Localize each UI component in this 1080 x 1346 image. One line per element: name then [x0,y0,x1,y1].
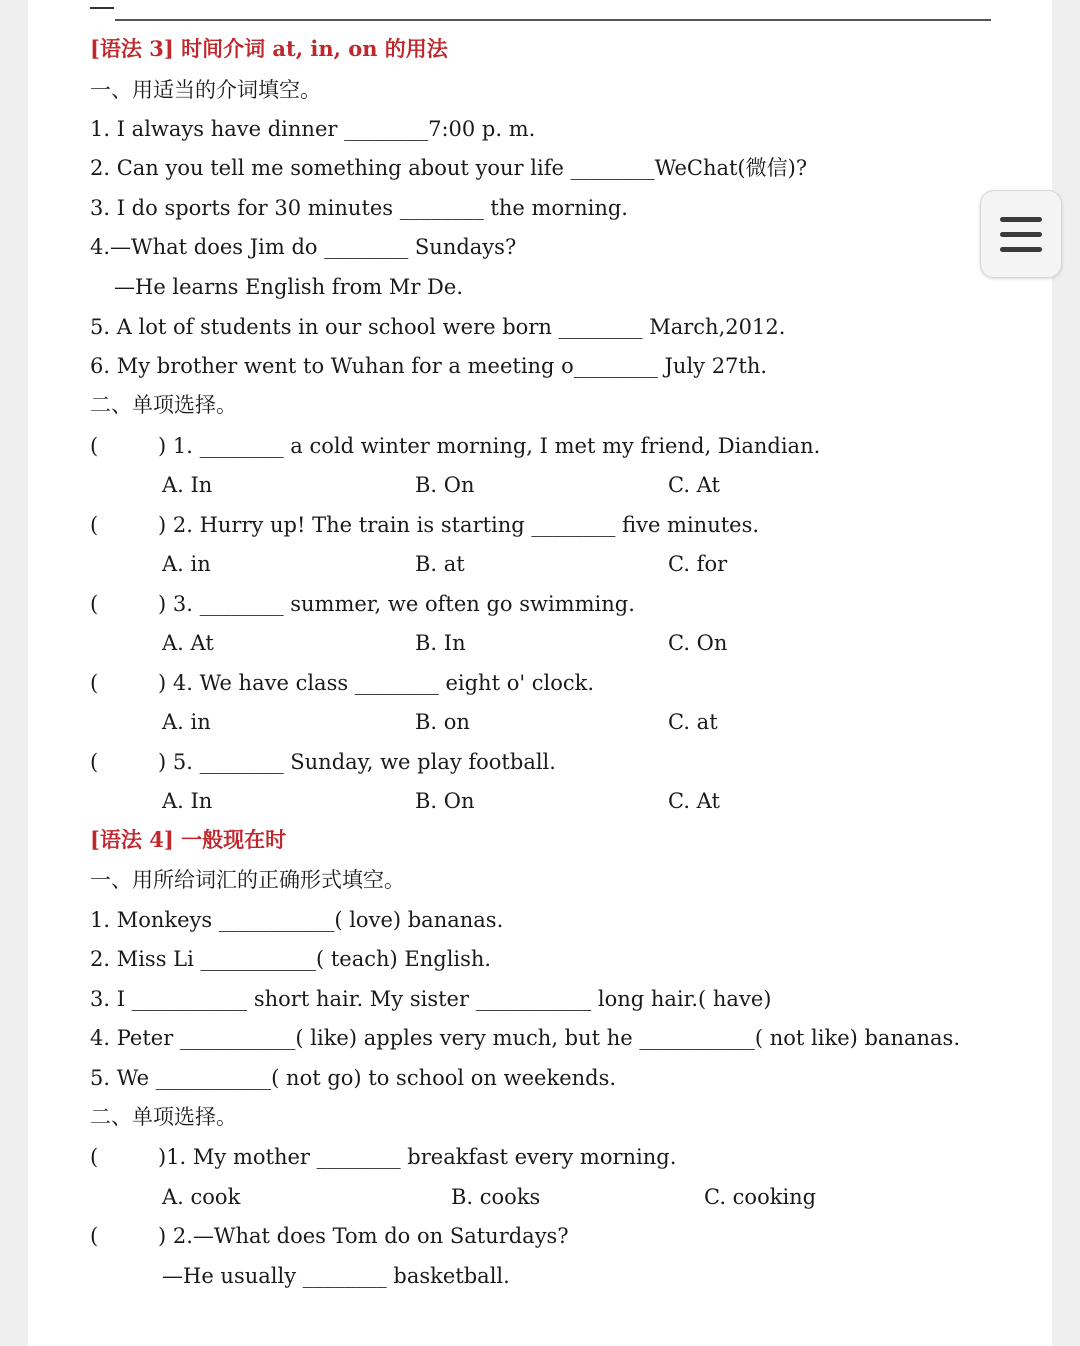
fill-question: 6. My brother went to Wuhan for a meeting o________ July 27th. [90,354,768,378]
choice-question: )1. My mother ________ breakfast every morning. [158,1145,677,1169]
fill-question: 5. A lot of students in our school were born ________ March,2012. [90,315,786,339]
answer-paren: ( [90,671,99,695]
section4-title: [语法 4] 一般现在时 [90,827,287,852]
section3-part1-heading: 一、用适当的介词填空。 [90,78,321,102]
answer-paren: ( [90,434,99,458]
option-c: C. At [668,789,720,813]
option-a: A. in [162,552,211,576]
choice-answer-line: —He usually ________ basketball. [162,1264,510,1288]
fill-question: 3. I ___________ short hair. My sister ___________ long hair.( have) [90,987,772,1011]
option-a: A. cook [162,1185,241,1209]
option-c: C. cooking [704,1185,817,1209]
option-c: C. at [668,710,718,734]
choice-question: ) 4. We have class ________ eight o' clock. [158,671,595,695]
menu-button[interactable] [980,190,1062,278]
top-divider-short [90,7,114,9]
section3-title: [语法 3] 时间介词 at, in, on 的用法 [90,36,448,61]
answer-paren: ( [90,1224,99,1248]
answer-paren: ( [90,1145,99,1169]
option-a: A. At [162,631,214,655]
fill-answer-line: —He learns English from Mr De. [114,275,464,299]
fill-question: 4.—What does Jim do ________ Sundays? [90,235,517,259]
answer-paren: ( [90,592,99,616]
choice-question: ) 3. ________ summer, we often go swimming. [158,592,635,616]
fill-question: 1. Monkeys ___________( love) bananas. [90,908,504,932]
choice-question: ) 1. ________ a cold winter morning, I met my friend, Diandian. [158,434,821,458]
option-b: B. On [415,789,475,813]
option-b: B. On [415,473,475,497]
option-c: C. for [668,552,728,576]
fill-question: 2. Miss Li ___________( teach) English. [90,947,492,971]
section4-part2-heading: 二、单项选择。 [90,1105,237,1129]
choice-question: ) 2.—What does Tom do on Saturdays? [158,1224,569,1248]
fill-question: 3. I do sports for 30 minutes ________ the morning. [90,196,628,220]
option-b: B. on [415,710,470,734]
option-b: B. In [415,631,466,655]
choice-question: ) 2. Hurry up! The train is starting ________ five minutes. [158,513,760,537]
option-b: B. cooks [451,1185,541,1209]
option-c: C. On [668,631,728,655]
fill-question: 4. Peter ___________( like) apples very much, but he ___________( not like) bananas. [90,1026,960,1050]
option-a: A. In [162,789,213,813]
option-b: B. at [415,552,465,576]
fill-question: 5. We ___________( not go) to school on weekends. [90,1066,617,1090]
answer-paren: ( [90,513,99,537]
section3-part2-heading: 二、单项选择。 [90,393,237,417]
answer-paren: ( [90,750,99,774]
option-a: A. in [162,710,211,734]
choice-question: ) 5. ________ Sunday, we play football. [158,750,556,774]
section4-part1-heading: 一、用所给词汇的正确形式填空。 [90,868,405,892]
top-divider-line [115,19,991,21]
fill-question: 2. Can you tell me something about your life ________WeChat(微信)? [90,156,808,180]
option-a: A. In [162,473,213,497]
fill-question: 1. I always have dinner ________7:00 p. m. [90,117,536,141]
option-c: C. At [668,473,720,497]
